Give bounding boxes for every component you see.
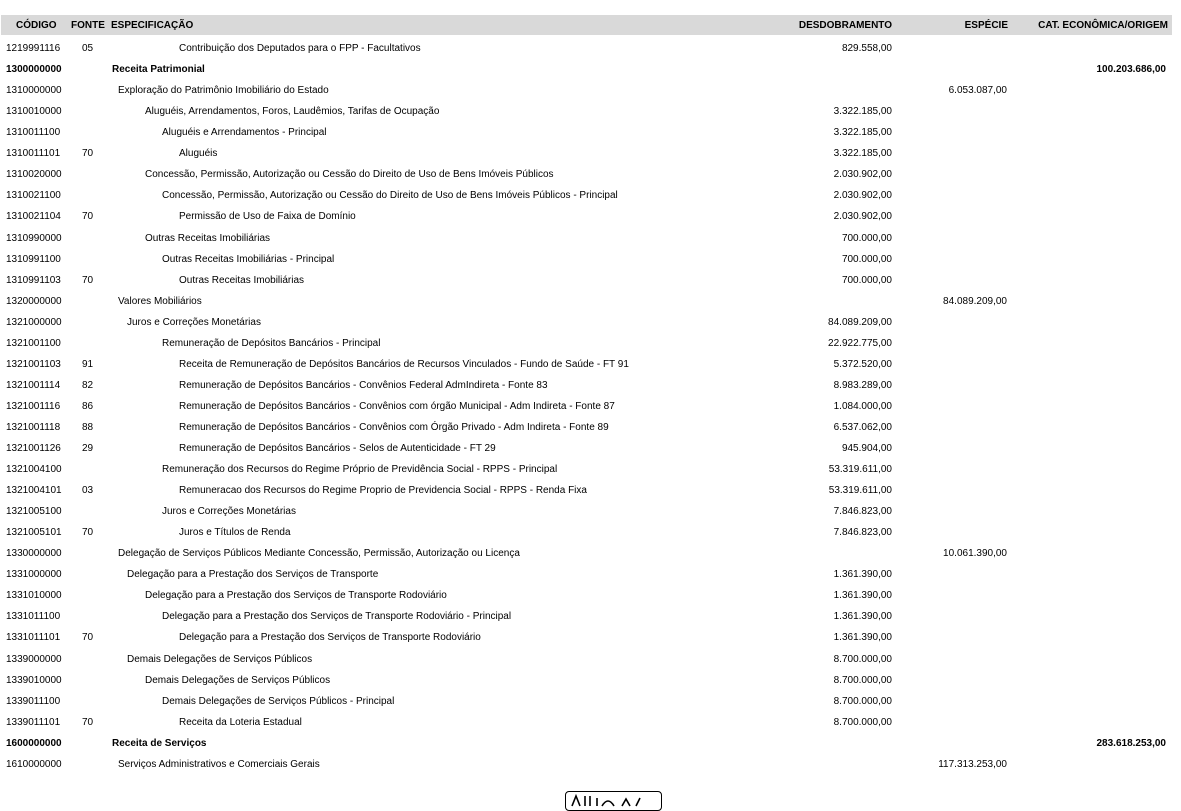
row-code: 1310991100 bbox=[6, 253, 61, 265]
row-code: 1321000000 bbox=[6, 316, 62, 328]
row-desdobramento: 945.904,00 bbox=[841, 442, 892, 454]
table-row bbox=[0, 295, 1181, 316]
table-row bbox=[0, 232, 1181, 253]
row-code: 1321005101 bbox=[6, 527, 62, 539]
row-fonte: 29 bbox=[82, 442, 94, 454]
header-fonte: FONTE bbox=[71, 20, 105, 31]
row-desdobramento: 3.322.185,00 bbox=[833, 127, 892, 139]
row-code: 1331000000 bbox=[6, 569, 62, 581]
header-desdobramento: DESDOBRAMENTO bbox=[798, 20, 892, 31]
row-especificacao: Concessão, Permissão, Autorização ou Cessão do Direito de Uso de Bens Imóveis Públicos - Principal bbox=[162, 190, 618, 202]
table-row bbox=[0, 421, 1181, 442]
row-desdobramento: 22.922.775,00 bbox=[828, 337, 892, 349]
row-especificacao: Remuneração de Depósitos Bancários - Convênios Federal AdmIndireta - Fonte 83 bbox=[179, 379, 548, 391]
row-especificacao: Outras Receitas Imobiliárias bbox=[145, 232, 271, 244]
row-especie: 6.053.087,00 bbox=[948, 85, 1007, 97]
row-especificacao: Aluguéis e Arrendamentos - Principal bbox=[162, 127, 327, 139]
row-especificacao: Demais Delegações de Serviços Públicos bbox=[127, 653, 313, 665]
row-especificacao: Remuneração de Depósitos Bancários - Convênios com Órgão Privado - Adm Indireta - Fonte 89 bbox=[179, 421, 609, 433]
row-especificacao: Remuneração de Depósitos Bancários - Principal bbox=[162, 337, 381, 349]
row-code: 1300000000 bbox=[6, 64, 62, 75]
row-especificacao: Remuneracao dos Recursos do Regime Proprio de Previdencia Social - RPPS - Renda Fixa bbox=[179, 485, 587, 497]
row-fonte: 03 bbox=[82, 485, 94, 497]
table-row bbox=[0, 568, 1181, 589]
row-code: 1310990000 bbox=[6, 232, 62, 244]
table-row bbox=[0, 126, 1181, 147]
row-desdobramento: 2.030.902,00 bbox=[833, 211, 892, 223]
table-row bbox=[0, 631, 1181, 652]
row-especificacao: Outras Receitas Imobiliárias - Principal bbox=[162, 253, 335, 265]
row-desdobramento: 3.322.185,00 bbox=[833, 148, 892, 160]
row-code: 1600000000 bbox=[6, 737, 62, 749]
row-especificacao: Demais Delegações de Serviços Públicos - Principal bbox=[162, 695, 395, 707]
row-code: 1339011100 bbox=[6, 695, 61, 707]
row-desdobramento: 5.372.520,00 bbox=[833, 358, 892, 370]
header-codigo: CÓDIGO bbox=[16, 20, 57, 31]
row-code: 1310991103 bbox=[6, 274, 61, 286]
row-fonte: 82 bbox=[82, 379, 94, 391]
table-row bbox=[0, 674, 1181, 695]
table-row bbox=[0, 442, 1181, 463]
row-especificacao: Exploração do Patrimônio Imobiliário do Estado bbox=[118, 85, 329, 97]
row-fonte: 70 bbox=[82, 148, 94, 160]
row-fonte: 05 bbox=[82, 43, 94, 54]
row-code: 1339010000 bbox=[6, 674, 62, 686]
table-row bbox=[0, 716, 1181, 737]
table-row bbox=[0, 316, 1181, 337]
row-fonte: 88 bbox=[82, 421, 94, 433]
row-fonte: 70 bbox=[82, 211, 94, 223]
row-especificacao: Aluguéis, Arrendamentos, Foros, Laudêmios, Tarifas de Ocupação bbox=[145, 106, 440, 118]
row-code: 1310011101 bbox=[6, 148, 61, 160]
row-desdobramento: 8.983.289,00 bbox=[833, 379, 892, 391]
row-code: 1310011100 bbox=[6, 127, 61, 139]
table-row bbox=[0, 737, 1181, 758]
table-row bbox=[0, 42, 1181, 63]
row-code: 1321001103 bbox=[6, 358, 61, 370]
row-especificacao: Delegação para a Prestação dos Serviços de Transporte Rodoviário bbox=[179, 632, 481, 644]
table-row bbox=[0, 400, 1181, 421]
row-especificacao: Remuneração dos Recursos do Regime Próprio de Previdência Social - RPPS - Principal bbox=[162, 464, 558, 475]
row-especificacao: Receita da Loteria Estadual bbox=[179, 716, 302, 728]
row-code: 1331010000 bbox=[6, 590, 62, 602]
row-desdobramento: 8.700.000,00 bbox=[833, 674, 892, 686]
table-row bbox=[0, 526, 1181, 547]
row-desdobramento: 1.361.390,00 bbox=[833, 611, 892, 623]
row-fonte: 70 bbox=[82, 274, 94, 286]
row-fonte: 70 bbox=[82, 632, 94, 644]
table-row bbox=[0, 505, 1181, 526]
row-fonte: 70 bbox=[82, 716, 94, 728]
row-desdobramento: 53.319.611,00 bbox=[828, 464, 892, 475]
table-row bbox=[0, 63, 1181, 84]
row-especificacao: Delegação de Serviços Públicos Mediante Concessão, Permissão, Autorização ou Licença bbox=[118, 548, 520, 560]
row-desdobramento: 1.084.000,00 bbox=[833, 400, 892, 412]
row-code: 1321005100 bbox=[6, 506, 62, 518]
table-row bbox=[0, 484, 1181, 505]
row-desdobramento: 7.846.823,00 bbox=[833, 527, 892, 539]
row-especificacao: Aluguéis bbox=[179, 148, 218, 160]
row-desdobramento: 700.000,00 bbox=[841, 232, 892, 244]
header-cat-economica: CAT. ECONÔMICA/ORIGEM bbox=[1038, 20, 1168, 31]
row-code: 1330000000 bbox=[6, 548, 62, 560]
row-especificacao: Delegação para a Prestação dos Serviços de Transporte Rodoviário bbox=[145, 590, 447, 602]
row-especificacao: Receita de Remuneração de Depósitos Bancários de Recursos Vinculados - Fundo de Saúde - FT 91 bbox=[179, 358, 629, 370]
row-desdobramento: 8.700.000,00 bbox=[833, 716, 892, 728]
row-desdobramento: 84.089.209,00 bbox=[828, 316, 892, 328]
row-especificacao: Remuneração de Depósitos Bancários - Convênios com órgão Municipal - Adm Indireta - Fonte 87 bbox=[179, 400, 615, 412]
row-desdobramento: 53.319.611,00 bbox=[828, 485, 892, 497]
table-row bbox=[0, 274, 1181, 295]
row-desdobramento: 2.030.902,00 bbox=[833, 190, 892, 202]
row-code: 1610000000 bbox=[6, 758, 62, 770]
table-row bbox=[0, 253, 1181, 274]
table-row bbox=[0, 610, 1181, 631]
row-code: 1310000000 bbox=[6, 85, 62, 97]
row-code: 1321001116 bbox=[6, 400, 61, 412]
row-cat-economica: 283.618.253,00 bbox=[1096, 737, 1166, 749]
table-row bbox=[0, 358, 1181, 379]
table-row bbox=[0, 695, 1181, 716]
table-row bbox=[0, 379, 1181, 400]
row-fonte: 70 bbox=[82, 527, 94, 539]
row-desdobramento: 829.558,00 bbox=[841, 43, 892, 54]
row-especificacao: Serviços Administrativos e Comerciais Gerais bbox=[118, 758, 320, 770]
row-desdobramento: 8.700.000,00 bbox=[833, 653, 892, 665]
row-code: 1310020000 bbox=[6, 169, 62, 181]
row-especificacao: Juros e Correções Monetárias bbox=[162, 506, 296, 518]
row-especificacao: Delegação para a Prestação dos Serviços de Transporte bbox=[127, 569, 379, 581]
row-code: 1310021100 bbox=[6, 190, 61, 202]
row-desdobramento: 1.361.390,00 bbox=[833, 569, 892, 581]
row-especificacao: Demais Delegações de Serviços Públicos bbox=[145, 674, 331, 686]
row-especie: 84.089.209,00 bbox=[943, 295, 1007, 307]
header-especificacao: ESPECIFICAÇÃO bbox=[111, 20, 194, 31]
row-fonte: 91 bbox=[82, 358, 94, 370]
row-code: 1310021104 bbox=[6, 211, 61, 223]
row-desdobramento: 2.030.902,00 bbox=[833, 169, 892, 181]
table-row bbox=[0, 463, 1181, 484]
row-especificacao: Juros e Títulos de Renda bbox=[179, 527, 291, 539]
row-code: 1321004100 bbox=[6, 464, 62, 475]
table-row bbox=[0, 758, 1181, 779]
row-code: 1321004101 bbox=[6, 485, 62, 497]
row-desdobramento: 6.537.062,00 bbox=[833, 421, 892, 433]
row-fonte: 86 bbox=[82, 400, 94, 412]
row-desdobramento: 8.700.000,00 bbox=[833, 695, 892, 707]
row-especificacao: Delegação para a Prestação dos Serviços de Transporte Rodoviário - Principal bbox=[162, 611, 512, 623]
table-row bbox=[0, 105, 1181, 126]
row-especie: 117.313.253,00 bbox=[938, 758, 1007, 770]
row-code: 1310010000 bbox=[6, 106, 62, 118]
table-header bbox=[1, 15, 1172, 35]
row-desdobramento: 700.000,00 bbox=[841, 274, 892, 286]
table-row bbox=[0, 189, 1181, 210]
table-row bbox=[0, 84, 1181, 105]
row-desdobramento: 1.361.390,00 bbox=[833, 590, 892, 602]
row-especificacao: Remuneração de Depósitos Bancários - Selos de Autenticidade - FT 29 bbox=[179, 442, 496, 454]
row-desdobramento: 3.322.185,00 bbox=[833, 106, 892, 118]
row-code: 1219991116 bbox=[6, 43, 61, 54]
header-especie: ESPÉCIE bbox=[964, 20, 1008, 31]
row-code: 1321001114 bbox=[6, 379, 61, 391]
table-row bbox=[0, 589, 1181, 610]
row-code: 1321001118 bbox=[6, 421, 61, 433]
row-code: 1321001100 bbox=[6, 337, 61, 349]
row-especificacao: Receita de Serviços bbox=[112, 737, 207, 749]
row-especificacao: Permissão de Uso de Faixa de Domínio bbox=[179, 211, 356, 223]
row-especificacao: Contribuição dos Deputados para o FPP - Facultativos bbox=[179, 43, 421, 54]
row-code: 1339011101 bbox=[6, 716, 61, 728]
row-code: 1331011100 bbox=[6, 611, 61, 623]
row-code: 1321001126 bbox=[6, 442, 61, 454]
table-row bbox=[0, 653, 1181, 674]
row-desdobramento: 700.000,00 bbox=[841, 253, 892, 265]
row-cat-economica: 100.203.686,00 bbox=[1096, 64, 1166, 75]
row-especificacao: Juros e Correções Monetárias bbox=[127, 316, 261, 328]
row-especificacao: Concessão, Permissão, Autorização ou Cessão do Direito de Uso de Bens Imóveis Públicos bbox=[145, 169, 554, 181]
row-code: 1320000000 bbox=[6, 295, 62, 307]
row-desdobramento: 7.846.823,00 bbox=[833, 506, 892, 518]
row-especie: 10.061.390,00 bbox=[943, 548, 1007, 560]
table-row bbox=[0, 337, 1181, 358]
table-row bbox=[0, 168, 1181, 189]
row-code: 1331011101 bbox=[6, 632, 61, 644]
table-row bbox=[0, 547, 1181, 568]
table-row bbox=[0, 147, 1181, 168]
row-desdobramento: 1.361.390,00 bbox=[833, 632, 892, 644]
row-especificacao: Outras Receitas Imobiliárias bbox=[179, 274, 305, 286]
row-especificacao: Receita Patrimonial bbox=[112, 64, 205, 75]
table-row bbox=[0, 210, 1181, 231]
signature-stamp bbox=[565, 791, 662, 811]
row-especificacao: Valores Mobiliários bbox=[118, 295, 202, 307]
row-code: 1339000000 bbox=[6, 653, 62, 665]
